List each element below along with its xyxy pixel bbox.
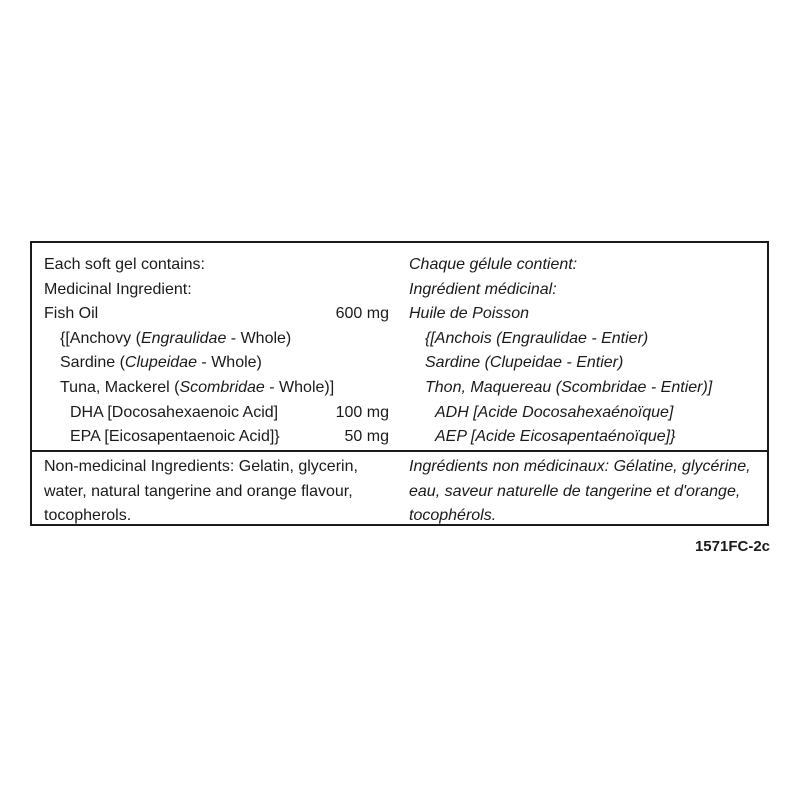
anchovy-latin: Engraulidae [140, 329, 227, 347]
fish-oil-name: Fish Oil [44, 305, 99, 323]
english-medicinal-section [44, 253, 389, 450]
sardine-close: - Whole) [196, 354, 262, 372]
epa-row [44, 425, 389, 450]
epa-amount: 50 mg [344, 428, 389, 446]
french-non-medicinal-line: Ingrédients non médicinaux: Gélatine, glycérine, [409, 458, 751, 475]
sardine-latin: Clupeidae [124, 354, 197, 372]
french-anchovy: {[Anchois (Engraulidae - Entier) [425, 329, 649, 347]
english-heading: Each soft gel contains: [44, 256, 205, 273]
french-heading: Chaque gélule contient: [409, 256, 578, 273]
french-medicinal-label: Ingrédient médicinal: [409, 280, 557, 298]
anchovy-row [44, 327, 389, 352]
french-fish-oil: Huile de Poisson [409, 305, 530, 323]
tuna-latin: Scombridae [179, 378, 265, 396]
english-non-medicinal [44, 455, 389, 529]
anchovy-close: - Whole) [226, 329, 292, 347]
french-epa: AEP [Acide Eicosapentaénoïque]} [435, 428, 676, 446]
tuna-close: - Whole)] [264, 378, 335, 396]
tuna-row [44, 376, 389, 401]
sardine-open: Sardine ( [60, 354, 125, 372]
english-non-medicinal-line: tocopherols. [44, 507, 132, 525]
french-dha: ADH [Acide Docosahexaénoïque] [435, 403, 674, 421]
sardine-row [44, 351, 389, 376]
english-medicinal-label: Medicinal Ingredient: [44, 280, 192, 298]
french-non-medicinal-line: eau, saveur naturelle de tangerine et d'orange, [409, 482, 741, 500]
dha-name: DHA [Docosahexaenoic Acid] [70, 403, 279, 421]
anchovy-open: {[Anchovy ( [60, 329, 141, 347]
epa-name: EPA [Eicosapentaenoic Acid]} [70, 428, 280, 446]
ingredient-panel [30, 241, 769, 526]
fish-oil-row [44, 302, 389, 327]
english-non-medicinal-line: water, natural tangerine and orange flavour, [44, 482, 353, 500]
french-non-medicinal-line: tocophérols. [409, 507, 497, 525]
dha-row [44, 401, 389, 426]
french-medicinal-section [409, 253, 764, 450]
product-code: 1571FC-2c [694, 538, 770, 555]
fish-oil-amount: 600 mg [335, 305, 389, 323]
dha-amount: 100 mg [335, 403, 389, 421]
english-non-medicinal-line: Non-medicinal Ingredients: Gelatin, glycerin, [44, 458, 358, 475]
french-non-medicinal [409, 455, 764, 529]
section-divider [32, 450, 767, 452]
tuna-open: Tuna, Mackerel ( [60, 378, 180, 396]
french-tuna: Thon, Maquereau (Scombridae - Entier)] [425, 378, 713, 396]
french-sardine: Sardine (Clupeidae - Entier) [425, 354, 624, 372]
